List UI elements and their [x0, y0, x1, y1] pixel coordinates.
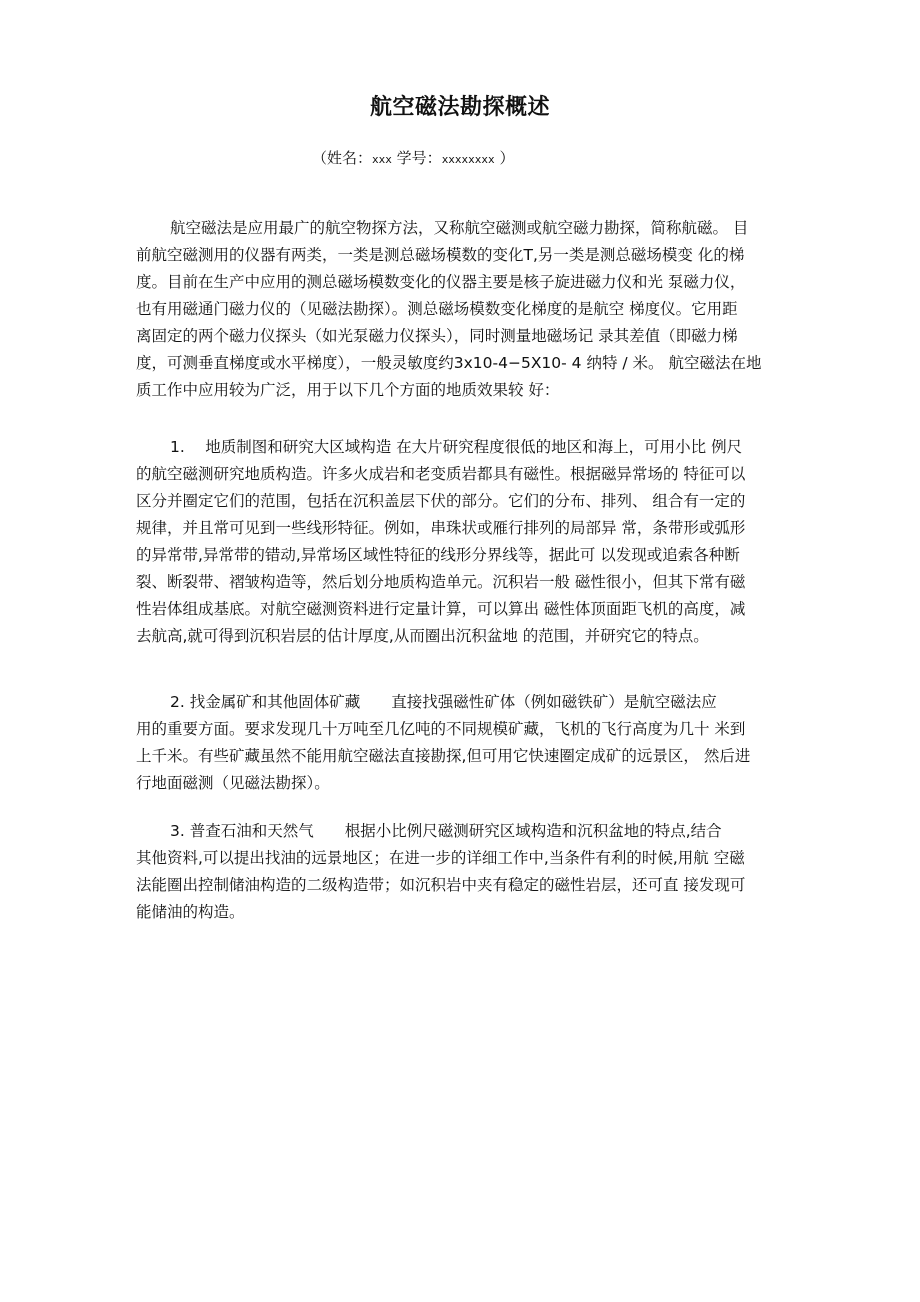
document-title: 航空磁法勘探概述	[369, 95, 550, 120]
text-line: 用的重要方面。要求发现几十万吨至几亿吨的不同规模矿藏，飞机的飞行高度为几十 米到	[136, 720, 746, 738]
text-line: 2. 找金属矿和其他固体矿藏 直接找强磁性矿体（例如磁铁矿）是航空磁法应	[170, 693, 717, 711]
text-line: 区分并圈定它们的范围，包括在沉积盖层下伏的部分。它们的分布、排列、 组合有一定的	[136, 492, 746, 510]
author-open-paren: （姓名：	[312, 149, 373, 167]
author-name: xxx	[372, 153, 392, 166]
text-line: 航空磁法是应用最广的航空物探方法，又称航空磁测或航空磁力勘探，简称航磁。 目	[170, 219, 749, 237]
paragraph-item-2	[136, 689, 802, 797]
text-line: 裂、断裂带、褶皱构造等，然后划分地质构造单元。沉积岩一般 磁性很小，但其下常有磁	[136, 573, 746, 591]
text-line: 度，可测垂直梯度或水平梯度），一般灵敏度约3x10-4−5X10- 4 纳特 / 米。 航空磁法在地	[136, 354, 762, 372]
text-line: 的航空磁测研究地质构造。许多火成岩和老变质岩都具有磁性。根据磁异常场的 特征可以	[136, 465, 746, 483]
author-line	[312, 146, 514, 172]
text-line: 性岩体组成基底。对航空磁测资料进行定量计算，可以算出 磁性体顶面距飞机的高度，减	[136, 600, 746, 618]
text-line: 法能圈出控制储油构造的二级构造带；如沉积岩中夹有稳定的磁性岩层，还可直 接发现可	[136, 876, 746, 894]
text-line: 的异常带,异常带的错动,异常场区域性特征的线形分界线等，据此可 以发现或追索各种断	[136, 546, 740, 564]
text-line: 离固定的两个磁力仪探头（如光泵磁力仪探头），同时测量地磁场记 录其差值（即磁力梯	[136, 327, 738, 345]
student-id-label: 学号：	[396, 149, 442, 167]
author-close-paren: ）	[499, 149, 515, 167]
text-line: 3. 普查石油和天然气 根据小比例尺磁测研究区域构造和沉积盆地的特点,结合	[170, 822, 722, 840]
paragraph-item-1	[136, 434, 802, 650]
text-line: 能储油的构造。	[136, 903, 245, 921]
student-id-value: xxxxxxxx	[441, 153, 495, 166]
text-line: 去航高,就可得到沉积岩层的估计厚度,从而圈出沉积盆地 的范围，并研究它的特点。	[136, 627, 709, 645]
text-line: 行地面磁测（见磁法勘探）。	[136, 774, 330, 792]
text-line: 其他资料,可以提出找油的远景地区；在进一步的详细工作中,当条件有利的时候,用航 空磁	[136, 849, 745, 867]
text-line: 前航空磁测用的仪器有两类，一类是测总磁场模数的变化T,另一类是测总磁场模变 化的梯	[136, 246, 745, 264]
paragraph-item-3	[136, 818, 802, 926]
text-line: 质工作中应用较为广泛，用于以下几个方面的地质效果较 好：	[136, 381, 560, 399]
text-line: 度。目前在生产中应用的测总磁场模数变化的仪器主要是核子旋进磁力仪和光 泵磁力仪，	[136, 273, 746, 291]
text-line: 上千米。有些矿藏虽然不能用航空磁法直接勘探,但可用它快速圈定成矿的远景区， 然后进	[136, 747, 751, 765]
text-line: 规律，并且常可见到一些线形特征。例如，串珠状或雁行排列的局部异 常，条带形或弧形	[136, 519, 746, 537]
text-line: 1. 地质制图和研究大区域构造 在大片研究程度很低的地区和海上，可用小比 例尺	[170, 438, 743, 456]
text-line: 也有用磁通门磁力仪的（见磁法勘探）。测总磁场模数变化梯度的是航空 梯度仪。它用距	[136, 300, 738, 318]
paragraph-intro	[136, 215, 802, 404]
